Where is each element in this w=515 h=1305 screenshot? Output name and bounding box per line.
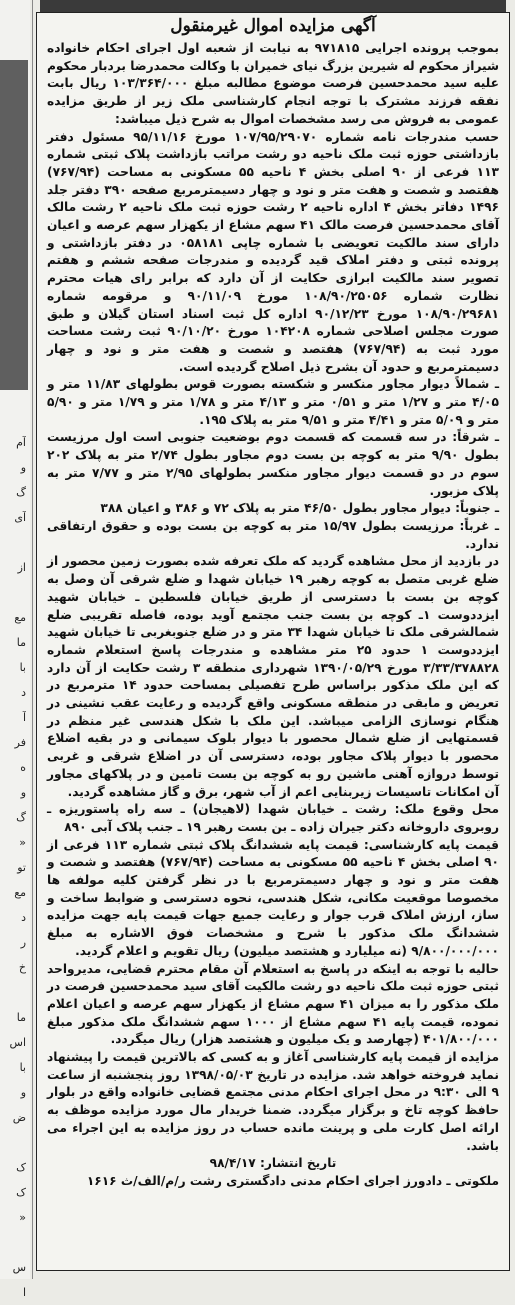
adjacent-column-fragment: فر [14,736,26,749]
share-price-paragraph: حالیه با توجه به اینکه در پاسخ به استعلام آن مقام محترم قضایی، مدیرواحد ثبتی حوزه ثبت ملک ناحیه دو رشت مالکیت آقای سید محمدحسین فرصت در ملک مذکور را به میزان ۴۱ سهم مشاع از یکهزار سهم عرصه و اعیان اعلام نموده، قیمت پایه ۴۱ سهم مشاع از ۱۰۰۰ سهم ششدانگ ملک مذکور مبلغ ۴۰۱/۸۰۰/۰۰۰ (چهارصد و یک میلیون و هشتصد هزار) ریال میگردد. [47,961,500,1047]
adjacent-column-fragment: تو [17,861,26,874]
auction-terms-paragraph: مزایده از قیمت پایه کارشناسی آغاز و به کسی که بالاترین قیمت را پیشنهاد نماید فروخته خواهد شد. مزایده در تاریخ ۱۳۹۸/۰۵/۰۳ روز پنجشنبه از ساعت ۹ الی ۹:۳۰ در محل اجرای احکام مدنی مجتمع قضایی خانواده واقع در بلوار حافظ کوچه تاخ و برگزار میگردد. ضمنا خریدار مال مورد مزایده موظف به ارائه اصل کارت ملی و پرینت مانده حساب در روز مزایده به این اجراء می باشد. [47,1050,500,1153]
notice-body [47,13,499,1191]
adjacent-column-fragment: با [19,1061,26,1074]
adjacent-column-text [2,430,26,1305]
adjacent-column-fragment: و [20,461,26,474]
adjacent-column-fragment: ک [16,1186,26,1199]
adjacent-column-fragment: و [20,786,26,799]
adjacent-column-fragment: س [12,1261,26,1274]
adjacent-column-fragment: گ [16,486,26,499]
adjacent-column-fragment: ک [16,1161,26,1174]
inspection-paragraph: در بازدید از محل مشاهده گردید که ملک تعرفه شده بصورت زمین محصور از ضلع غربی متصل به کوچه رهبر ۱۹ خیابان شهدا و ضلع شرقی آن وصل به کوچه بن بست با دسترسی از طریق خیابان فلسطین ـ خیابان شهید ایزددوست ۱ـ کوچه بن بست جنب مجتمع آوید بوده، فاصله تقریبی ضلع شمالشرقی ملک تا خیابان شهدا ۳۴ متر و در ضلع جنوبغربی تا خیابان شهید ایزددوست ۱ حدود ۲۵ متر مشاهده و مندرجات پاسخ استعلام شماره ۳/۳۳/۳۷۸۸۲۸ مورخ ۱۳۹۰/۰۵/۲۹ شهرداری منطقه ۳ رشت حکایت از آن دارد که این ملک مذکور براساس طرح تفصیلی بمساحت حدود ۱۴ مترمربع در تعریض و مابقی در منطقه مسکونی واقع گردیده و رعایت عقب نشینی در هنگام نوسازی الزامی میباشد. این ملک با شکل هندسی غیر منظم در قسمتهایی از ضلع شمال محصور با دیوار بلوک سیمانی و در بقیه اضلاع محصور با دیوار پلاک مجاور بوده، دسترسی آن در اضلاع شرقی و غربی توسط دروازه آهنی ماشین رو به کوچه بن بست تامین و در پلاکهای مجاور آن امکانات تاسیسات زیربنایی اعم از آب شهر، برق و گاز مشاهده گردید. [47,554,500,799]
north-boundary: ـ شمالاً دیوار مجاور منکسر و شکسته بصورت قوس بطولهای ۱۱/۸۳ متر و ۴/۰۵ متر و ۱/۲۷ متر و ۰/۵۱ متر و ۴/۱۳ متر و ۱/۷۸ متر و ۱/۷۹ متر و ۵/۹۰ متر و ۵/۰۹ متر و ۴/۴۱ متر و ۹/۵۱ متر به پلاک ۱۹۵. [47,377,499,427]
adjacent-column-fragment: ما [16,1011,26,1024]
adjacent-column-fragment: آم [16,436,26,449]
adjacent-column-fragment: گ [16,811,26,824]
adjacent-column-fragment: ر [20,936,26,949]
registry-paragraph: حسب مندرجات نامه شماره ۱۰۷/۹۵/۲۹۰۷۰ مورخ ۹۵/۱۱/۱۶ مسئول دفتر بازداشتی حوزه ثبت ملک ناحیه دو رشت مراتب بازداشت پلاک ثبتی شماره ۱۱۳ فرعی از ۹۰ اصلی بخش ۴ ناحیه ۵۵ مسکونی به مساحت (۷۶۷/۹۴) هفتصد و شصت و هفت متر و نود و چهار دسیمترمربع صفحه ۳۹۰ دفتر جلد ۱۴۹۶ دفاتر بخش ۴ اداره ناحیه ۲ رشت حوزه ثبت ملک ناحیه ۲ رشت مالک آقای محمدحسین فرصت مالک ۴۱ سهم مشاع از یکهزار سهم عرصه و اعیان دارای سند مالکیت تعویضی با شماره چاپی ۰۵۸۱۸۱ در دفتر بازداشتی و پرونده ثبتی و دفتر املاک قید گردیده و مندرجات صفحه ششم و هفتم تصویر سند مالکیت ابرازی حکایت از آن دارد که برابر رای هیات محترم نظارت شماره ۱۰۸/۹۰/۲۵۰۵۶ مورخ ۹۰/۱۱/۰۹ و مرقومه شماره ۱۰۸/۹۰/۲۹۶۸۱ مورخ ۹۰/۱۲/۲۳ اداره کل ثبت اسناد استان گیلان و طبق صورت مجلس اصلاحی شماره ۱۰۴۲۰۸ مورخ ۹۰/۱۰/۲۰ ثبت رشت مساحت مورد ثبت به (۷۶۷/۹۴) هفتصد و شصت و هفت متر و نود و چهار دسیمترمربع و حدود آن بشرح ذیل اصلاح گردیده است. [47,129,500,374]
adjacent-column-fragment [2,980,26,1005]
west-boundary: ـ غرباً: مرزیست بطول ۱۵/۹۷ متر به کوچه بن بست بوده و حقوق ارتفاقی ندارد. [47,518,499,551]
base-price-paragraph: قیمت پایه کارشناسی: قیمت پایه ششدانگ پلاک ثبتی شماره ۱۱۳ فرعی از ۹۰ اصلی بخش ۴ ناحیه ۵۵ مسکونی به مساحت (۷۶۷/۹۴) هفتصد و شصت و هفت متر و نود و چهار دسیمترمربع با در نظر گرفتن کلیه مولفه ها مخصوصا موقعیت مکانی، شکل هندسی، نحوه دسترسی و ضوابط ساخت و ساز، ارزش املاک قرب جوار و رعایت جمیع جهات قیمت پایه جهت مزایده ششدانگ ملک مذکور با شرح و مشخصات فوق الاشاره به مبلغ ۹/۸۰۰/۰۰۰/۰۰۰ (نه میلیارد و هشتصد میلیون) ریال تقویم و اعلام گردید. [47,837,499,958]
adjacent-column-fragment: ه [20,761,26,774]
adjacent-column-fragment: آی [14,511,26,524]
intro-paragraph: بموجب پرونده اجرایی ۹۷۱۸۱۵ به نیابت از شعبه اول اجرای احکام خانواده شیراز محکوم له شیرین بزرگ نیای خمیران با وکالت محمدرضا بردبار محکوم علیه سید محمدحسین فرصت موضوع مطالبه مبلغ ۱۰۳/۳۶۴/۰۰۰ ریال بابت نفقه فرزند مشترک با توجه انجام کارشناسی ملک زیر از طریق مزایده عمومی به فروش می رسد مشخصات اموال به شرح ذیل میباشد: [47,41,499,126]
adjacent-column-clip [0,0,30,1299]
adjacent-column-fragment: خ [18,961,26,974]
adjacent-column-fragment: « [19,1211,26,1224]
column-divider [32,0,33,1279]
auction-notice-card [36,12,510,1271]
adjacent-column-fragment: آ [22,711,26,724]
adjacent-column-fragment: د [21,686,26,699]
adjacent-column-fragment: با [19,661,26,674]
east-boundary: ـ شرقاً: در سه قسمت که قسمت دوم بوضعیت جنوبی است اول مرزیست بطول ۹/۹۰ متر به کوچه بن بست دوم مجاور بطول ۲/۷۴ متر به پلاک ۲۰۲ سوم در دو قسمت دیوار مجاور منکسر بطولهای ۲/۹۵ متر و ۷/۷۷ متر به پلاک مزبور. [47,430,499,498]
adjacent-column-fragment [2,1130,26,1155]
south-boundary: ـ جنوباً: دیوار مجاور بطول ۴۶/۵۰ متر به پلاک ۷۲ و ۳۸۶ و اعیان ۳۸۸ [100,501,499,516]
publish-date: تاریخ انتشار: ۹۸/۴/۱۷ [209,1156,337,1171]
signature-footer: ملکوتی ـ دادورز اجرای احکام مدنی دادگستری رشت ر/م/الف/ث ۱۶۱۶ [86,1174,499,1188]
adjacent-column-fragment: اس [9,1036,26,1049]
adjacent-column-fragment [2,580,26,605]
adjacent-column-fragment [2,1230,26,1255]
adjacent-column-fragment [2,530,26,555]
location-paragraph: محل وقوع ملک: رشت ـ خیابان شهدا (لاهیجان) ـ سه راه پاستوریزه ـ روبروی داروخانه دکتر جیران زاده ـ بن بست رهبر ۱۹ ـ جنب پلاک آبی ۸۹۰ [47,802,499,834]
adjacent-column-fragment: از [17,561,26,574]
adjacent-column-fragment: ض [12,1111,26,1124]
adjacent-column-fragment: د [21,911,26,924]
adjacent-column-fragment: و [20,1086,26,1099]
top-border-band [40,0,506,12]
adjacent-column-fragment: مع [14,886,26,899]
notice-title: آگهی مزایده اموال غیرمنقول [170,16,376,36]
adjacent-column-fragment: « [19,836,26,849]
adjacent-column-fragment: مع [14,611,26,624]
adjacent-photo [0,60,28,390]
adjacent-column-fragment: ما [16,636,26,649]
adjacent-column-fragment: ا [22,1286,26,1299]
